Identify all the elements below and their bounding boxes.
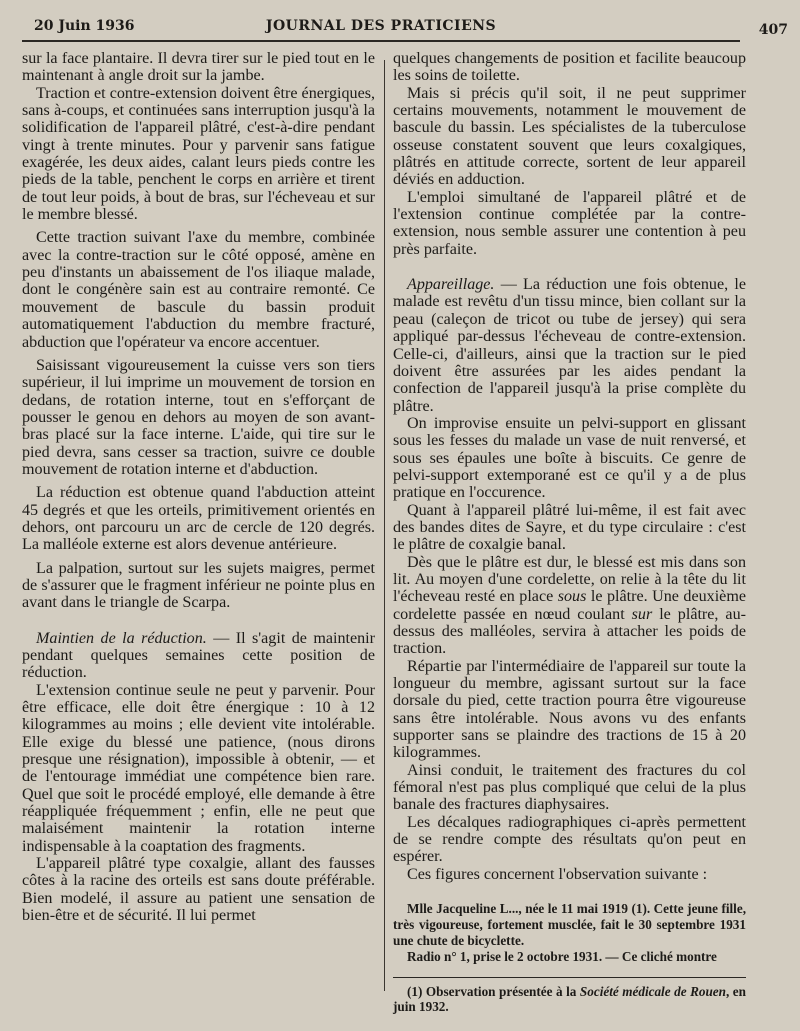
paragraph-text: — La réduction une fois obtenue, le malade est revêtu d'un tissu mince, bien collant sur la peau (caleçon de tricot ou tube de jersey) qui sera appliqué par-dessus l'écheveau de contre-extension. Celle-ci, d'ailleurs, ainsi que la traction sur le pied doivent être assurées par les aides pendant la confection de l'appareil jusqu'à la prise complète du plâtre. [393,276,746,415]
left-column [22,50,375,925]
paragraph: Les décalques radiographiques ci-après permettent de se rendre compte des résultats qu'on peut en espérer. [393,813,746,866]
paragraph: L'appareil plâtré type coxalgie, allant des fausses côtes à la racine des orteils est sans doute préférable. Bien modelé, il assure au patient une sensation de bien-être et de sécurité. Il lui permet [22,855,375,925]
paragraph: Répartie par l'intermédiaire de l'appareil sur toute la longueur du membre, agissant surtout sur la face dorsale du pied, cette traction pourra être vigoureuse sans être intolérable. Nous avons vu des enfants supporter sans se plaindre des tractions de 15 à 20 kilogrammes. [393,657,746,762]
paragraph: sur la face plantaire. Il devra tirer sur le pied tout en le maintenant à angle droit sur la jambe. [22,50,375,85]
paragraph: Ces figures concernent l'observation suivante : [407,865,708,883]
paragraph-text: — Il s'agit de maintenir pendant quelques semaines cette position de réduction. [22,629,375,682]
footnote-rule [393,977,746,978]
header-rule [22,40,740,42]
paragraph [393,554,746,658]
paragraph: Mais si précis qu'il soit, il ne peut supprimer certains mouvements, notamment le mouvement de bascule du bassin. Les spécialistes de la tuberculose osseuse constatent souvent que leurs coxalgiques, plâtrés en attitude correcte, sortent de leur appareil déviés en adduction. [393,84,746,189]
header-date: 20 Juin 1936 [34,18,135,34]
paragraph: Ainsi conduit, le traitement des fractures du col fémoral n'est pas plus compliqué que celui de la plus banale des fractures diaphysaires. [393,761,746,814]
footnote-text: , en juin 1932. [393,984,746,1015]
paragraph: L'emploi simultané de l'appareil plâtré et de l'extension continue complétée par la contre-extension, nous semble assurer une contention à peu près parfaite. [393,188,746,258]
page-header [22,14,788,40]
footnote-emphasis: Société médicale de Rouen [579,984,726,1000]
paragraph: Cette traction suivant l'axe du membre, combinée avec la contre-traction sur le côté opposé, amène en peu d'instants un abaissement de l'os iliaque malade, dont le congénère sain est au contraire remonté. Ce mouvement de bascule du bassin produit automatiquement l'abduction du membre fracturé, abduction que l'opérateur va encore accentuer. [22,229,375,351]
observation-paragraph: Mlle Jacqueline L..., née le 11 mai 1919 (1). Cette jeune fille, très vigoureuse, fortement musclée, fait le 30 septembre 1931 une chute de bicyclette. [393,901,746,949]
section-paragraph [393,276,746,415]
paragraph: L'extension continue seule ne peut y parvenir. Pour être efficace, elle doit être énergique : 10 à 12 kilogrammes au moins ; elle devient vite intolérable. Elle exige du blessé une patience, (nous dirons presque une résignation), impossible à obtenir, — et de l'entourage immédiat une compétence bien rare. Quel que soit le procédé employé, elle demande à être réappliquée fréquemment ; enfin, elle ne peut que malaisément maintenir la rotation interne indispensable à la coaptation des fragments. [22,681,375,855]
paragraph: Quant à l'appareil plâtré lui-même, il est fait avec des bandes dites de Sayre, et du type circulaire : c'est le plâtre de coxalgie banal. [393,501,746,554]
observation-paragraph: Radio n° 1, prise le 2 octobre 1931. — Ce cliché montre [407,949,717,965]
paragraph-text: le plâtre, au-dessus des malléoles, servira à attacher les poids de traction. [393,605,746,658]
paragraph: Traction et contre-extension doivent être énergiques, sans à-coups, et continuées sans interruption jusqu'à la solidification de l'appareil plâtré, c'est-à-dire pendant vingt à trente minutes. Pour y parvenir sans fatigue exagérée, les deux aides, calant leurs pieds contre les pieds de la table, penchent le corps en arrière et tirent de tout leur poids, à bout de bras, sur l'écheveau et sur le membre blessé. [22,84,375,224]
paragraph-text: le plâtre. Une deuxième cordelette passée en nœud coulant [393,588,746,623]
column-divider [384,60,385,991]
paragraph: La réduction est obtenue quand l'abduction atteint 45 degrés et que les orteils, primitivement orientés en dehors, ont parcouru un arc de cercle de 120 degrés. La malléole externe est alors devenue antérieure. [22,484,375,554]
journal-title: JOURNAL DES PRATICIENS [265,18,497,34]
footnote-text: (1) Observation présentée à la [407,984,580,1000]
section-paragraph [22,630,375,682]
footnote [393,984,746,1014]
page-number: 407 [758,22,788,38]
paragraph-text: Dès que le plâtre est dur, le blessé est mis dans son lit. Au moyen d'une cordelette, on relie à la tête du lit l'écheveau resté en place [393,553,746,606]
paragraph: Saisissant vigoureusement la cuisse vers son tiers supérieur, il lui imprime un mouvement de torsion en dedans, de rotation interne, tout en s'efforçant de pousser le genou en dehors au moyen de son avant-bras placé sur la face interne. L'aide, qui tire sur le pied devra, sans cesser sa traction, suivre ce double mouvement de rotation interne et d'abduction. [22,356,375,478]
section-heading: Maintien de la réduction. [36,629,207,647]
emphasis: sous [557,588,587,606]
paragraph: quelques changements de position et facilite beaucoup les soins de toilette. [393,50,746,85]
right-column [393,50,746,1014]
emphasis: sur [631,605,653,623]
paragraph: On improvise ensuite un pelvi-support en glissant sous les fesses du malade un vase de nuit renversé, et sous ses épaules une boîte à biscuits. Ce genre de pelvi-support extemporané est ce qu'il y a de plus pratique en l'occurence. [393,414,746,502]
section-heading: Appareillage. [407,276,495,294]
paragraph: La palpation, surtout sur les sujets maigres, permet de s'assurer que le fragment inférieur ne pointe plus en avant dans le triangle de Scarpa. [22,559,375,612]
